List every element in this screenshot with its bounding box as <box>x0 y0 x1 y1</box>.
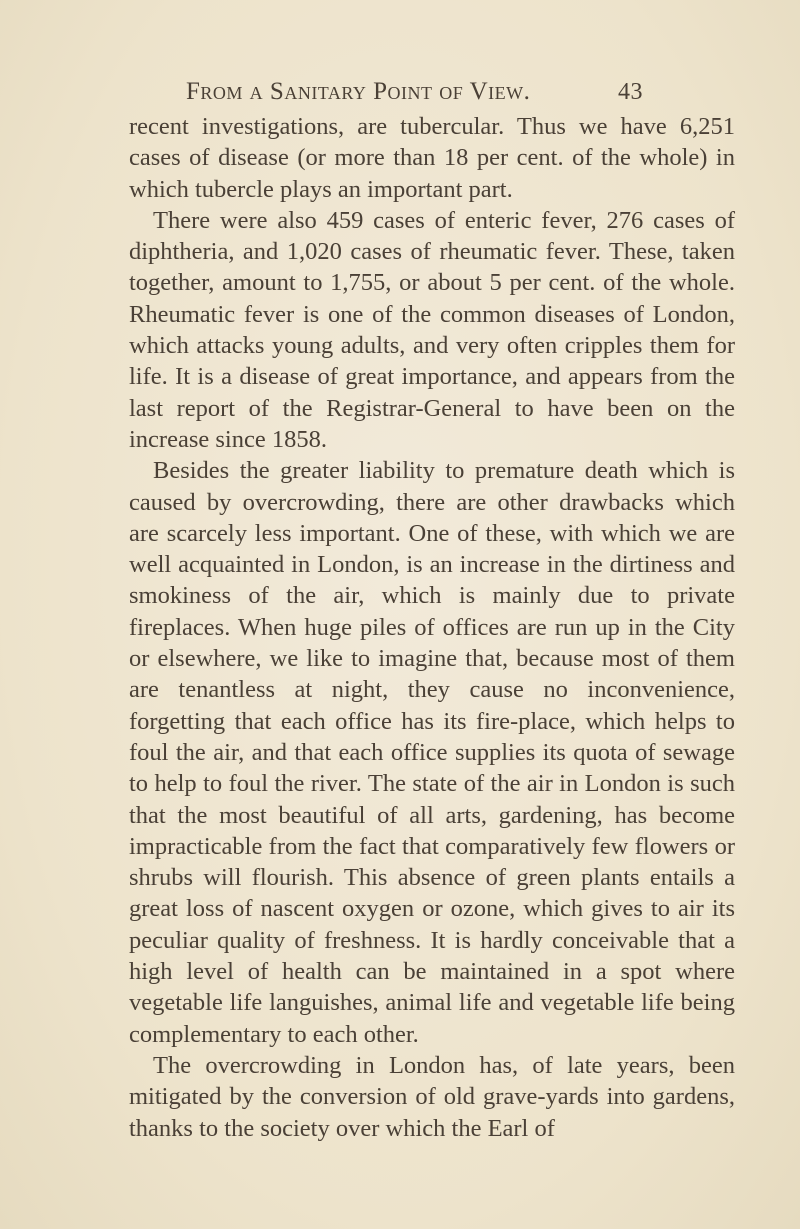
page-number: 43 <box>618 79 643 105</box>
page-header <box>186 78 666 108</box>
paragraph: recent investigations, are tubercular. Thus we have 6,251 cases of disease (or more than 18 per cent. of the whole) in which tubercle plays an important part. <box>129 113 735 203</box>
body-text <box>129 111 735 1144</box>
paragraph: There were also 459 cases of enteric fever, 276 cases of diphtheria, and 1,020 cases of rheumatic fever. These, taken together, amount to 1,755, or about 5 per cent. of the whole. Rheumatic fever is one of the common diseases of London, which attacks young adults, and very often cripples them for life. It is a disease of great importance, and appears from the last report of the Registrar-General to have been on the increase since 1858. <box>129 206 735 453</box>
paragraph: The overcrowding in London has, of late years, been mitigated by the conversion of old grave-yards into gardens, thanks to the society over which the Earl of <box>129 1051 735 1142</box>
running-title: From a Sanitary Point of View. <box>186 78 531 105</box>
paragraph: Besides the greater liability to premature death which is caused by overcrowding, there are other drawbacks which are scarcely less important. One of these, with which we are well acquainted in London, is an increase in the dirtiness and smokiness of the air, which is mainly due to private fireplaces. When huge piles of offices are run up in the City or elsewhere, we like to imagine that, because most of them are tenantless at night, they cause no inconvenience, forgetting that each office has its fire-place, which helps to foul the air, and that each office supplies its quota of sewage to help to foul the river. The state of the air in London is such that the most beautiful of all arts, gardening, has become impracticable from the fact that comparatively few flowers or shrubs will flourish. This absence of green plants entails a great loss of nascent oxygen or ozone, which gives to air its peculiar quality of freshness. It is hardly conceivable that a high level of health can be maintained in a spot where vegetable life languishes, animal life and vegetable life being complementary to each other. <box>129 457 735 1048</box>
